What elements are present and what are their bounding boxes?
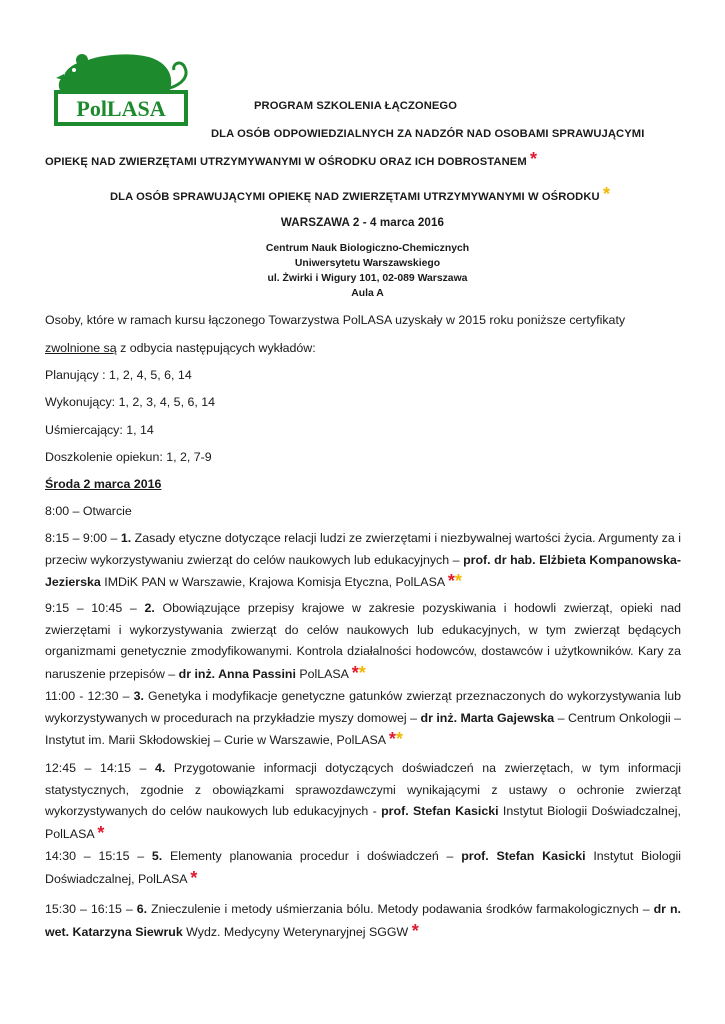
intro-line-2-rest: z odbycia następujących wykładów:	[116, 341, 316, 355]
lecture-1	[45, 528, 681, 594]
header-line-2: DLA OSÓB ODPOWIEDZIALNYCH ZA NADZÓR NAD OSOBAMI SPRAWUJĄCYMI	[211, 128, 645, 140]
intro-line-1: Osoby, które w ramach kursu łączonego Towarzystwa PolLASA uzyskały w 2015 roku poniższe certyfikaty	[45, 313, 626, 327]
cert-euthanasia: Uśmiercający: 1, 14	[45, 423, 154, 437]
lecture-affiliation: PolLASA	[295, 667, 349, 682]
cert-planning: Planujący : 1, 2, 4, 5, 6, 14	[45, 368, 192, 382]
lecture-time: 9:15 – 10:45 –	[45, 601, 145, 615]
rat-logo-icon	[52, 46, 194, 128]
lecture-speaker: prof. Stefan Kasicki	[381, 804, 499, 819]
venue-line-2: Uniwersytetu Warszawskiego	[294, 258, 441, 269]
lecture-number: 3.	[133, 689, 144, 703]
exempt-text: zwolnione są	[45, 341, 117, 355]
red-star-icon: *	[447, 571, 455, 592]
red-star-icon: *	[351, 663, 359, 684]
lecture-topic: Obowiązujące przepisy krajowe w zakresie pozyskiwania i hodowli zwierząt, opieki nad zwierzętami i wykorzystywania zwierząt do celów naukowych lub edukacyjnych, w tym zwierząt będących organizmami genetycznie zmodyfikowanymi. Kontrola działalności hodowców, dostawców i użytkowników. Kary za naruszenie przepisów –	[45, 601, 681, 682]
header-line-4-text: DLA OSÓB SPRAWUJĄCYMI OPIEKĘ NAD ZWIERZĘTAMI UTRZYMYWANYMI W OŚRODKU	[110, 191, 600, 203]
lecture-5	[45, 846, 681, 890]
lecture-number: 2.	[144, 601, 155, 615]
venue-line-3: ul. Żwirki i Wigury 101, 02-089 Warszawa	[267, 273, 468, 284]
venue-line-4: Aula A	[351, 288, 384, 299]
red-star-icon: *	[97, 823, 105, 844]
pollasa-logo	[52, 46, 194, 128]
red-star-icon: *	[411, 920, 419, 941]
yellow-star-icon: *	[454, 571, 462, 592]
lecture-speaker: dr n. wet. Katarzyna Siewruk	[45, 902, 681, 939]
lecture-speaker: dr inż. Marta Gajewska	[420, 710, 555, 725]
lecture-topic: Przygotowanie informacji dotyczących doświadczeń na zwierzętach, w tym informacji statystycznych, zgodnie z obowiązkami sprawozdawczymi wynikającymi z ustawy o ochronie zwierząt wykorzystywanych do celów naukowych lub edukacyjnych -	[45, 761, 681, 819]
lecture-affiliation: Wydz. Medycyny Weterynaryjnej SGGW	[182, 924, 409, 939]
lecture-2	[45, 598, 681, 686]
lecture-topic: Genetyka i modyfikacje genetyczne gatunków zwierząt przeznaczonych do wykorzystywania lub wykorzystywanych w procedurach na przykładzie myszy domowej –	[45, 689, 681, 725]
lecture-time: 14:30 – 15:15 –	[45, 849, 152, 863]
cert-caretaker: Doszkolenie opiekun: 1, 2, 7-9	[45, 450, 212, 464]
lecture-number: 4.	[155, 761, 166, 775]
yellow-star-icon: *	[602, 184, 611, 204]
program-title: PROGRAM SZKOLENIA ŁĄCZONEGO	[254, 100, 458, 112]
day-heading: Środa 2 marca 2016	[45, 477, 162, 491]
cert-performing: Wykonujący: 1, 2, 3, 4, 5, 6, 14	[45, 395, 216, 409]
lecture-speaker: prof. dr hab. Elżbieta Kompanowska-Jezierska	[45, 552, 681, 590]
intro-line-2	[45, 341, 316, 355]
lecture-3	[45, 686, 681, 752]
lecture-6	[45, 899, 681, 943]
logo-text: PolLASA	[76, 96, 166, 121]
lecture-affiliation: Instytut Biologii Doświadczalnej, PolLASA	[45, 849, 681, 886]
lecture-number: 5.	[151, 849, 163, 863]
lecture-time: 8:15 – 9:00 –	[45, 531, 121, 545]
lecture-topic: Znieczulenie i metody uśmierzania bólu. Metody podawania środków farmakologicznych –	[147, 902, 654, 916]
red-star-icon: *	[529, 149, 538, 169]
lecture-time: 15:30 – 16:15 –	[45, 902, 137, 916]
header-line-3-text: OPIEKĘ NAD ZWIERZĘTAMI UTRZYMYWANYMI W OŚRODKU ORAZ ICH DOBROSTANEM	[45, 156, 527, 168]
lecture-4	[45, 758, 681, 846]
venue-block	[0, 241, 725, 301]
lecture-topic: Zasady etyczne dotyczące relacji ludzi ze zwierzętami i niezbywalnej wartości życia. Argumenty za i przeciw wykorzystywaniu zwierząt do celów naukowych lub edukacyjnych –	[45, 531, 681, 567]
red-star-icon: *	[190, 867, 198, 888]
lecture-speaker: dr inż. Anna Passini	[178, 667, 296, 682]
opening-line: 8:00 – Otwarcie	[45, 504, 132, 518]
yellow-star-icon: *	[395, 729, 403, 750]
lecture-time: 12:45 – 14:15 –	[45, 761, 156, 775]
lecture-affiliation: – Centrum Onkologii – Instytut im. Marii Skłodowskiej – Curie w Warszawie, PolLASA	[45, 710, 681, 748]
lecture-speaker: prof. Stefan Kasicki	[461, 849, 586, 863]
lecture-affiliation: Instytut Biologii Doświadczalnej, PolLASA	[45, 804, 681, 842]
lecture-time: 11:00 - 12:30 –	[45, 689, 134, 703]
lecture-affiliation: IMDiK PAN w Warszawie, Krajowa Komisja Etyczna, PolLASA	[100, 575, 445, 590]
header-line-3	[45, 149, 537, 170]
venue-line-1: Centrum Nauk Biologiczno-Chemicznych	[265, 243, 470, 254]
lecture-number: 1.	[120, 531, 132, 545]
lecture-topic: Elementy planowania procedur i doświadczeń –	[162, 849, 462, 863]
yellow-star-icon: *	[358, 663, 366, 684]
header-line-4	[110, 184, 610, 205]
dates-heading: WARSZAWA 2 - 4 marca 2016	[280, 216, 445, 229]
red-star-icon: *	[388, 729, 396, 750]
lecture-number: 6.	[136, 902, 148, 916]
